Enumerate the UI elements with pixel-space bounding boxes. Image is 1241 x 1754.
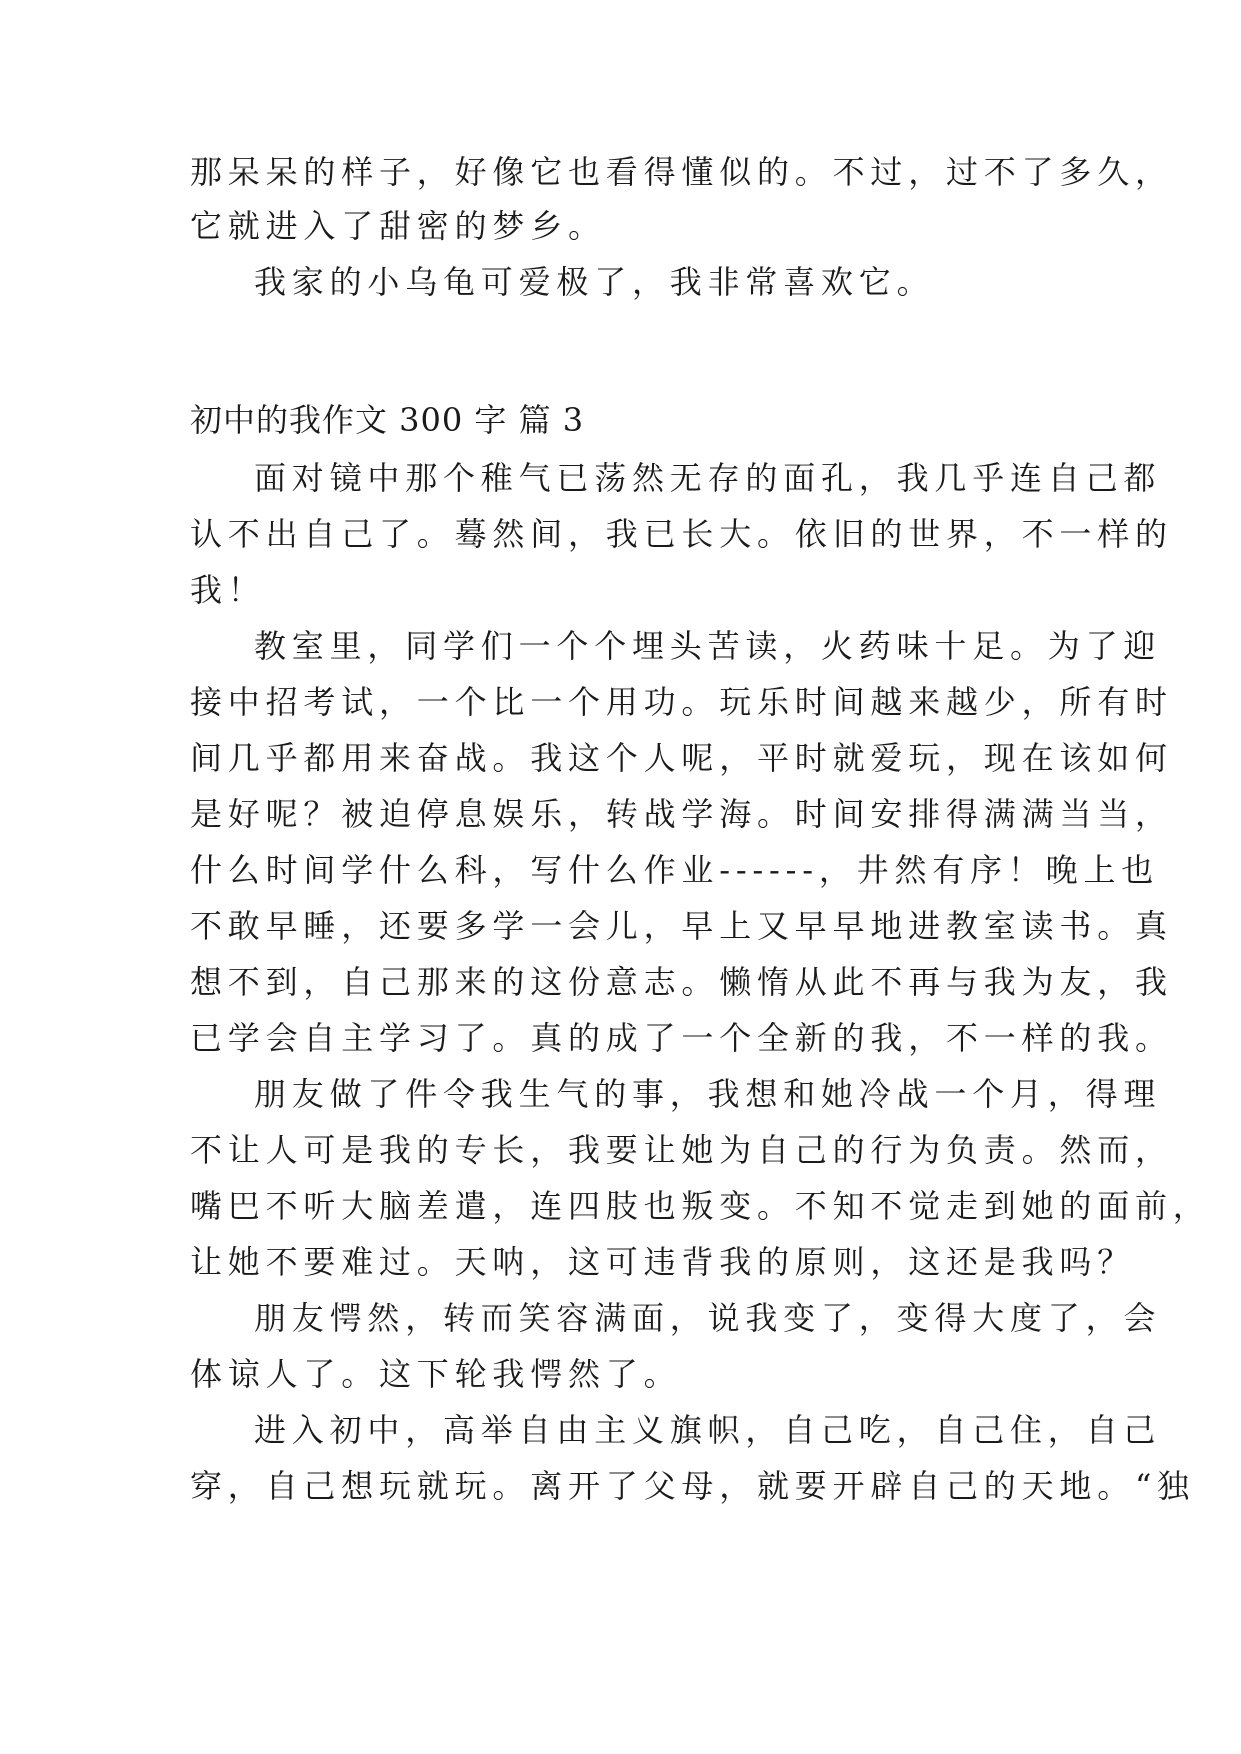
paragraph-line: 进入初中，高举自由主义旗帜，自己吃，自己住，自己	[254, 1411, 1162, 1449]
text-line: 让她不要难过。天呐，这可违背我的原则，这还是我吗？	[190, 1243, 1136, 1281]
text-line: 穿，自己想玩就玩。离开了父母，就要开辟自己的天地。“独	[190, 1467, 1195, 1505]
text-line: 认不出自己了。蓦然间，我已长大。依旧的世界，不一样的	[190, 515, 1173, 553]
text-line: 间几乎都用来奋战。我这个人呢，平时就爱玩，现在该如何	[190, 739, 1173, 777]
paragraph-line: 教室里，同学们一个个埋头苦读，火药味十足。为了迎	[254, 627, 1162, 665]
text-line: 不让人可是我的专长，我要让她为自己的行为负责。然而，	[190, 1131, 1173, 1169]
paragraph-line: 我家的小乌龟可爱极了，我非常喜欢它。	[254, 263, 935, 301]
text-line: 我！	[190, 571, 266, 609]
text-line: 是好呢？被迫停息娱乐，转战学海。时间安排得满满当当，	[190, 795, 1173, 833]
text-line: 已学会自主学习了。真的成了一个全新的我，不一样的我。	[190, 1019, 1173, 1057]
paragraph-line: 面对镜中那个稚气已荡然无存的面孔，我几乎连自己都	[254, 459, 1162, 497]
paragraph-line: 朋友做了件令我生气的事，我想和她冷战一个月，得理	[254, 1075, 1162, 1113]
text-line: 它就进入了甜密的梦乡。	[190, 207, 606, 245]
text-line: 嘴巴不听大脑差遣，连四肢也叛变。不知不觉走到她的面前，	[190, 1187, 1211, 1225]
paragraph-line: 朋友愕然，转而笑容满面，说我变了，变得大度了，会	[254, 1299, 1162, 1337]
text-line: 不敢早睡，还要多学一会儿，早上又早早地进教室读书。真	[190, 907, 1173, 945]
text-line: 接中招考试，一个比一个用功。玩乐时间越来越少，所有时	[190, 683, 1173, 721]
text-line: 体谅人了。这下轮我愕然了。	[190, 1355, 682, 1393]
text-line: 想不到，自己那来的这份意志。懒惰从此不再与我为友，我	[190, 963, 1173, 1001]
text-line: 那呆呆的样子，好像它也看得懂似的。不过，过不了多久，	[190, 153, 1173, 191]
section-heading: 初中的我作文 300 字 篇 3	[190, 401, 585, 439]
text-line: 什么时间学什么科，写什么作业------，井然有序！晚上也	[190, 851, 1160, 889]
